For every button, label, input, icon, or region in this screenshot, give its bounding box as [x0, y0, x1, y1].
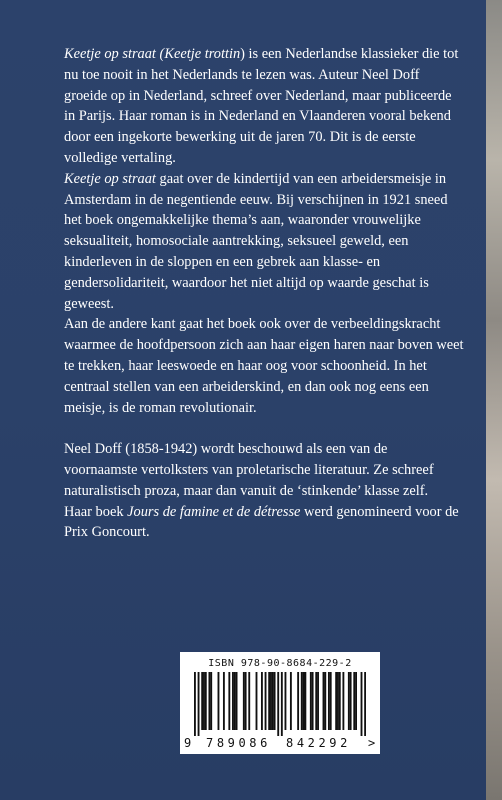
barcode-bar — [348, 672, 350, 730]
barcode-bar — [304, 672, 306, 730]
paragraph-gap — [64, 418, 464, 439]
barcode-digits — [180, 736, 380, 752]
barcode-bar — [350, 672, 352, 730]
barcode-bar — [265, 672, 267, 730]
barcode-bar — [315, 672, 317, 730]
barcode-bar — [339, 672, 341, 730]
book-title: Keetje op straat — [64, 46, 156, 62]
barcode-bar — [268, 672, 270, 730]
barcode-bar — [337, 672, 339, 730]
barcode-bar — [355, 672, 357, 730]
barcode-bar — [323, 672, 325, 730]
barcode-bar — [223, 672, 225, 730]
original-title: (Keetje trottin — [159, 46, 241, 62]
blurb-paragraph-1: Keetje op straat (Keetje trottin) is een Nederlandse klassieker die tot nu toe nooit in het Nederlands te lezen was. Auteur Neel Doff groeide op in Nederland, schreef over Nederland, maar publiceerde in Parijs. Haar roman is in Nederland en Vlaanderen vooral bekend door een ingekorte bewerking uit de jaren 70. Dit is de eerste volledige vertaling. — [64, 46, 459, 166]
barcode-bar — [261, 672, 263, 730]
barcode-bars — [194, 672, 366, 736]
barcode-bar — [290, 672, 292, 730]
barcode-bar — [201, 672, 203, 730]
barcode-bar — [330, 672, 332, 730]
barcode-bar — [353, 672, 355, 730]
barcode-bar — [281, 672, 283, 736]
barcode-bar — [297, 672, 299, 730]
author-bio-2: Haar boek Jours de famine et de détresse werd genomineerd voor de Prix Goncourt. — [64, 503, 459, 541]
barcode-bar — [243, 672, 245, 730]
barcode-bar — [232, 672, 234, 730]
barcode-quiet-mark: > — [368, 736, 376, 750]
barcode-bar — [234, 672, 236, 730]
barcode-bar — [342, 672, 344, 730]
barcode-right-digits: 842292 — [286, 736, 351, 750]
barcode-bar — [228, 672, 230, 730]
blurb-paragraph-2: Keetje op straat gaat over de kindertijd van een arbeidersmeisje in Amsterdam in de negentiende eeuw. Bij verschijnen in 1921 sneed het boek ongemakkelijke thema’s aan, waaronder vrouwelijke seksualiteit, homosociale aantrekking, seksueel geweld, een kinderleven in de sloppen en een gebrek aan klasse- en gendersolidariteit, waardoor het niet altijd op waarde geschat is geweest. — [64, 170, 448, 312]
author-bio: Neel Doff (1858-1942) wordt beschouwd als een van de voornaamste vertolksters van proletarische literatuur. Ze schreef naturalistisch proza, maar dan vanuit de ‘stinkende’ klasse zelf. — [64, 441, 434, 499]
barcode-bar — [218, 672, 220, 730]
barcode-left-digits: 789086 — [206, 736, 271, 750]
barcode-bar — [236, 672, 238, 730]
barcode-bar — [245, 672, 247, 730]
barcode-bar — [310, 672, 312, 730]
barcode-bar — [205, 672, 207, 730]
barcode-bar — [256, 672, 258, 730]
isbn-barcode — [180, 652, 380, 754]
other-book-title: Jours de famine et de détresse — [127, 503, 301, 520]
barcode-bar — [285, 672, 287, 730]
barcode-bar — [301, 672, 303, 730]
barcode-bar — [210, 672, 212, 730]
isbn-label: ISBN 978-90-8684-229-2 — [208, 658, 352, 669]
barcode-bar — [203, 672, 205, 730]
barcode-bar — [277, 672, 279, 736]
barcode-lead-digit: 9 — [184, 736, 192, 750]
barcode-bar — [324, 672, 326, 730]
barcode-bar — [335, 672, 337, 730]
barcode-bar — [361, 672, 363, 736]
barcode-bar — [364, 672, 366, 736]
book-title-2: Keetje op straat — [64, 170, 156, 187]
barcode-bar — [274, 672, 276, 730]
cover-photo-edge — [486, 0, 502, 800]
barcode-bar — [248, 672, 250, 730]
barcode-bar — [317, 672, 319, 730]
barcode-bar — [303, 672, 305, 730]
barcode-bar — [198, 672, 200, 736]
barcode-bar — [194, 672, 196, 736]
blurb-text — [64, 44, 464, 543]
blurb-paragraph-3: Aan de andere kant gaat het boek ook over de verbeeldingskracht waarmee de hoofdpersoon zich aan haar eigen haren naar boven weet te trekken, haar leeswoede en haar oog voor schoonheid. In het centraal stellen van een arbeiderskind, en dan ook nog eens een meisje, is de roman revolutionair. — [64, 316, 464, 416]
barcode-bar — [328, 672, 330, 730]
barcode-bar — [312, 672, 314, 730]
barcode-bar — [272, 672, 274, 730]
barcode-bar — [208, 672, 210, 730]
barcode-bar — [270, 672, 272, 730]
